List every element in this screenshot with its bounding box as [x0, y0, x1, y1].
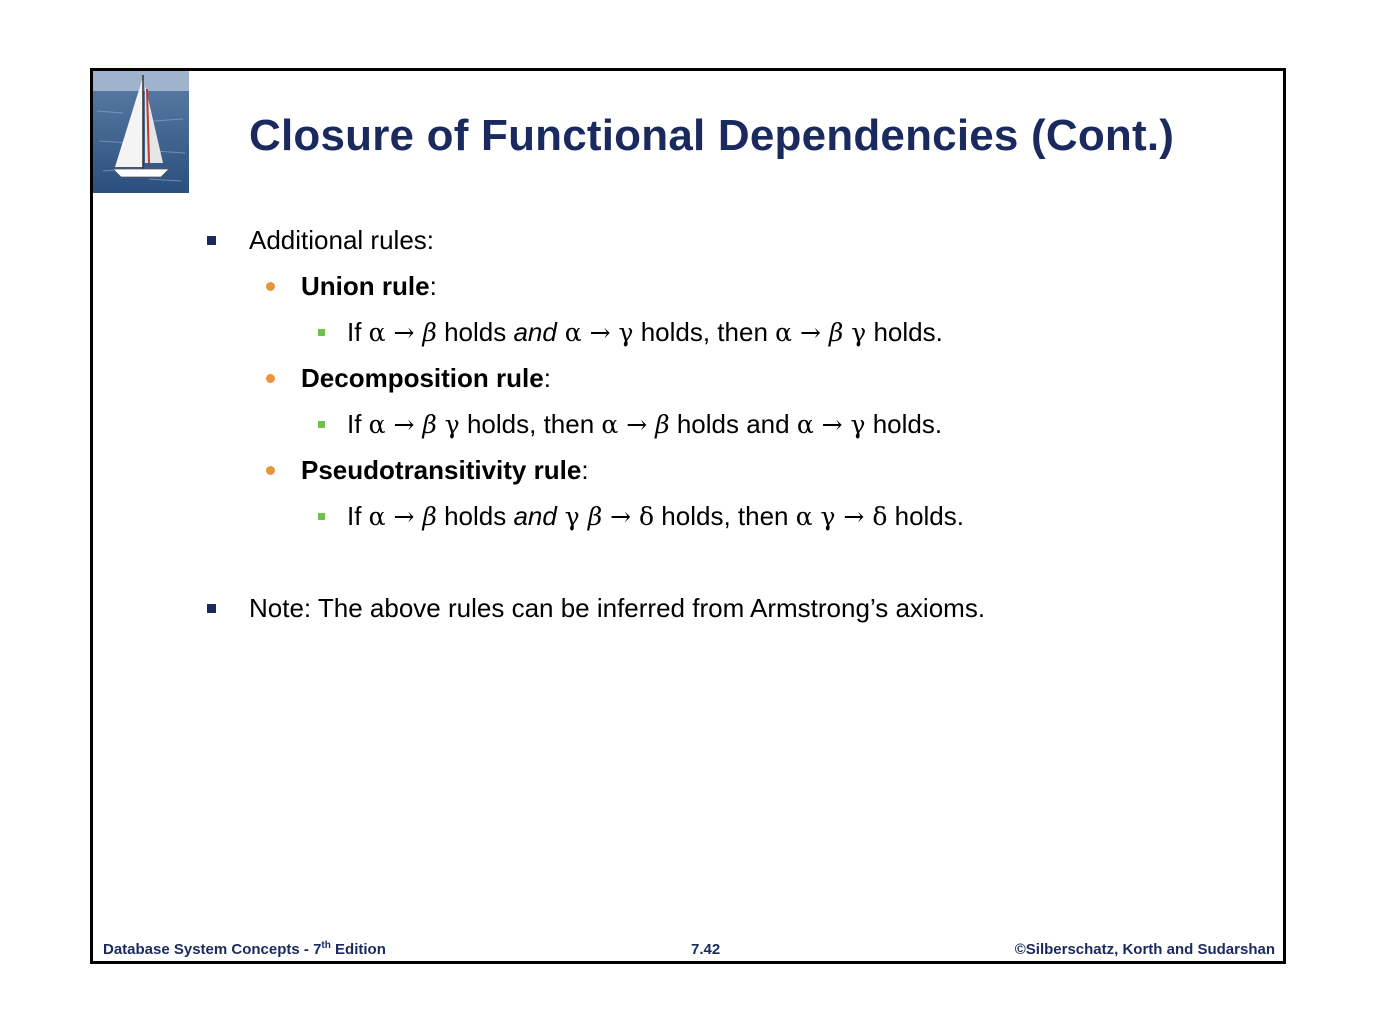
decomp-alpha-arrow-1: α →: [368, 410, 423, 439]
dot-bullet-icon: [266, 282, 275, 291]
decomposition-rule-heading: [301, 363, 551, 394]
slide: [90, 68, 1286, 964]
pseudo-holds-3: holds.: [887, 501, 964, 531]
pseudotransitivity-rule-heading: [301, 455, 589, 486]
pseudo-and: and: [513, 501, 557, 531]
union-rule-label: Union rule: [301, 271, 430, 301]
slide-title: Closure of Functional Dependencies (Cont.): [249, 111, 1175, 160]
pseudotransitivity-rule-colon: :: [581, 455, 589, 485]
footer-left: [103, 940, 386, 958]
bullet-additional-rules: Additional rules:: [249, 225, 434, 255]
union-rule-statement: [347, 317, 943, 348]
pseudo-beta-1: β: [422, 502, 437, 531]
dot-bullet-icon: [266, 466, 275, 475]
footer-edition-sup: th: [321, 940, 331, 951]
bullet-note: Note: The above rules can be inferred from Armstrong’s axioms.: [249, 593, 986, 623]
union-beta-3: β: [828, 318, 844, 347]
union-holds-2: holds, then: [633, 317, 776, 347]
small-square-bullet-icon: [318, 513, 325, 520]
decomp-holds-1: holds, then: [459, 409, 602, 439]
footer-page-number: 7.42: [691, 941, 721, 958]
union-gamma-3: γ: [843, 318, 867, 347]
decomp-alpha-arrow-2: α →: [601, 410, 656, 439]
union-beta-1: β: [422, 318, 437, 347]
decomposition-rule-statement: [347, 409, 942, 440]
small-square-bullet-icon: [318, 421, 325, 428]
union-holds-3: holds.: [866, 317, 943, 347]
footer-copyright: ©Silberschatz, Korth and Sudarshan: [1014, 941, 1275, 958]
decomp-beta-2: β: [655, 410, 670, 439]
slide-content: [93, 71, 1283, 961]
union-holds-1: holds: [436, 317, 514, 347]
decomp-holds-2: holds and: [669, 409, 797, 439]
pseudo-alpha-gamma-delta: α γ → δ: [795, 502, 888, 531]
decomposition-rule-label: Decomposition rule: [301, 363, 544, 393]
pseudotransitivity-rule-statement: [347, 501, 964, 532]
pseudo-beta-2: β: [587, 502, 603, 531]
pseudotransitivity-rule-label: Pseudotransitivity rule: [301, 455, 582, 485]
decomp-if: If: [347, 409, 369, 439]
union-rule-heading: [301, 271, 437, 302]
union-alpha-arrow-3: α →: [775, 318, 829, 347]
square-bullet-icon: [207, 604, 216, 613]
small-square-bullet-icon: [318, 329, 325, 336]
decomposition-rule-colon: :: [543, 363, 551, 393]
union-alpha-gamma: α → γ: [556, 318, 634, 347]
decomp-alpha-gamma: α → γ: [796, 410, 866, 439]
square-bullet-icon: [207, 236, 216, 245]
pseudo-holds-2: holds, then: [654, 501, 796, 531]
decomp-holds-3: holds.: [865, 409, 943, 439]
decomp-beta-1: β: [422, 410, 437, 439]
pseudo-alpha-arrow-1: α →: [368, 502, 423, 531]
pseudo-holds-1: holds: [436, 501, 514, 531]
union-rule-colon: :: [429, 271, 437, 301]
union-if: If: [347, 317, 369, 347]
pseudo-gamma-1: γ: [556, 502, 588, 531]
pseudo-if: If: [347, 501, 369, 531]
union-alpha-arrow-1: α →: [368, 318, 423, 347]
footer-edition: Edition: [330, 941, 386, 958]
footer-book-title: Database System Concepts - 7: [103, 941, 322, 958]
decomp-gamma-1: γ: [436, 410, 460, 439]
pseudo-arrow-delta: → δ: [602, 502, 655, 531]
dot-bullet-icon: [266, 374, 275, 383]
union-and: and: [513, 317, 557, 347]
